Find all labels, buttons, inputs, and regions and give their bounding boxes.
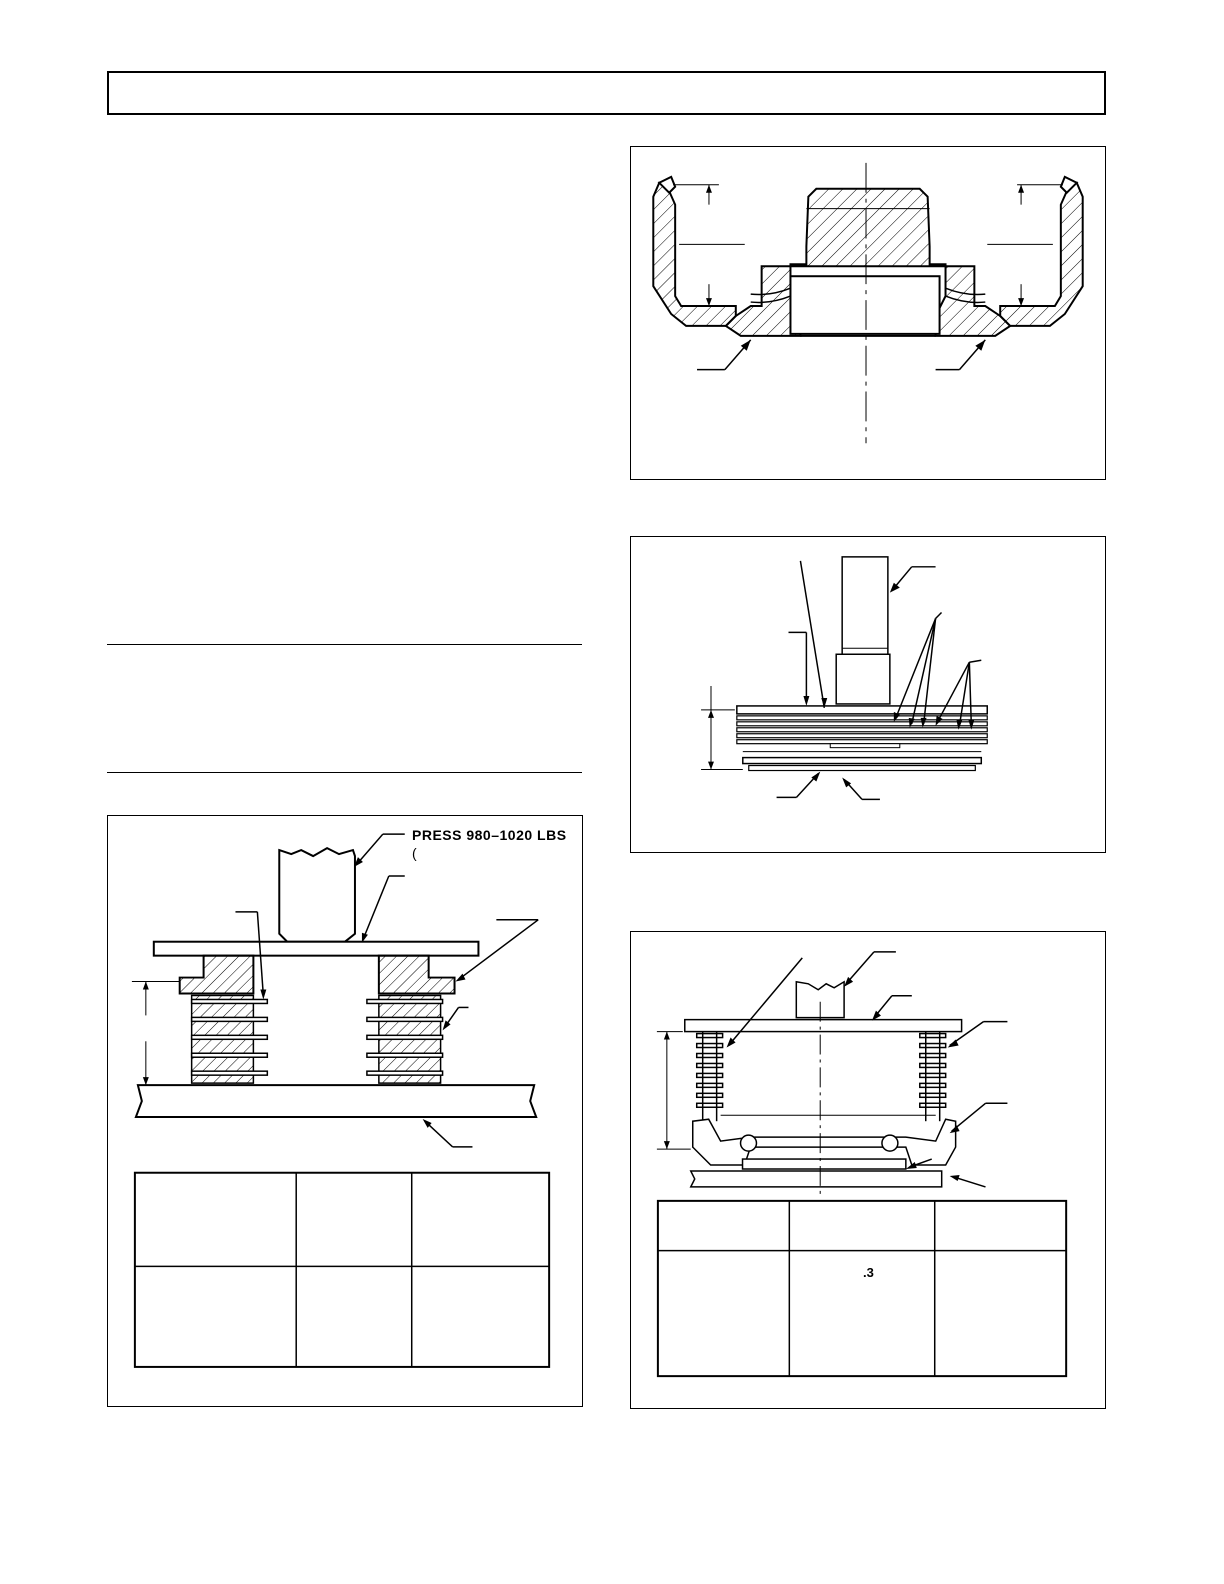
piston-cross-section-drawing (631, 147, 1105, 479)
piston-spring-assembly-drawing (631, 932, 1105, 1408)
figure-clutch-pack-measure (630, 536, 1106, 853)
clutch-pack-measure-drawing (631, 537, 1105, 852)
figure-piston-cross-section (630, 146, 1106, 480)
figure-press-spring-compression (107, 815, 583, 1407)
table-cell-value: .3 (863, 1265, 874, 1280)
section-header-box (107, 71, 1106, 115)
divider-rule-bottom (107, 772, 582, 773)
press-force-label: PRESS 980–1020 LBS (412, 827, 567, 843)
divider-rule-top (107, 644, 582, 645)
figure-piston-spring-assembly (630, 931, 1106, 1409)
press-force-paren: ( (412, 845, 417, 861)
press-spring-compression-drawing (108, 816, 582, 1406)
